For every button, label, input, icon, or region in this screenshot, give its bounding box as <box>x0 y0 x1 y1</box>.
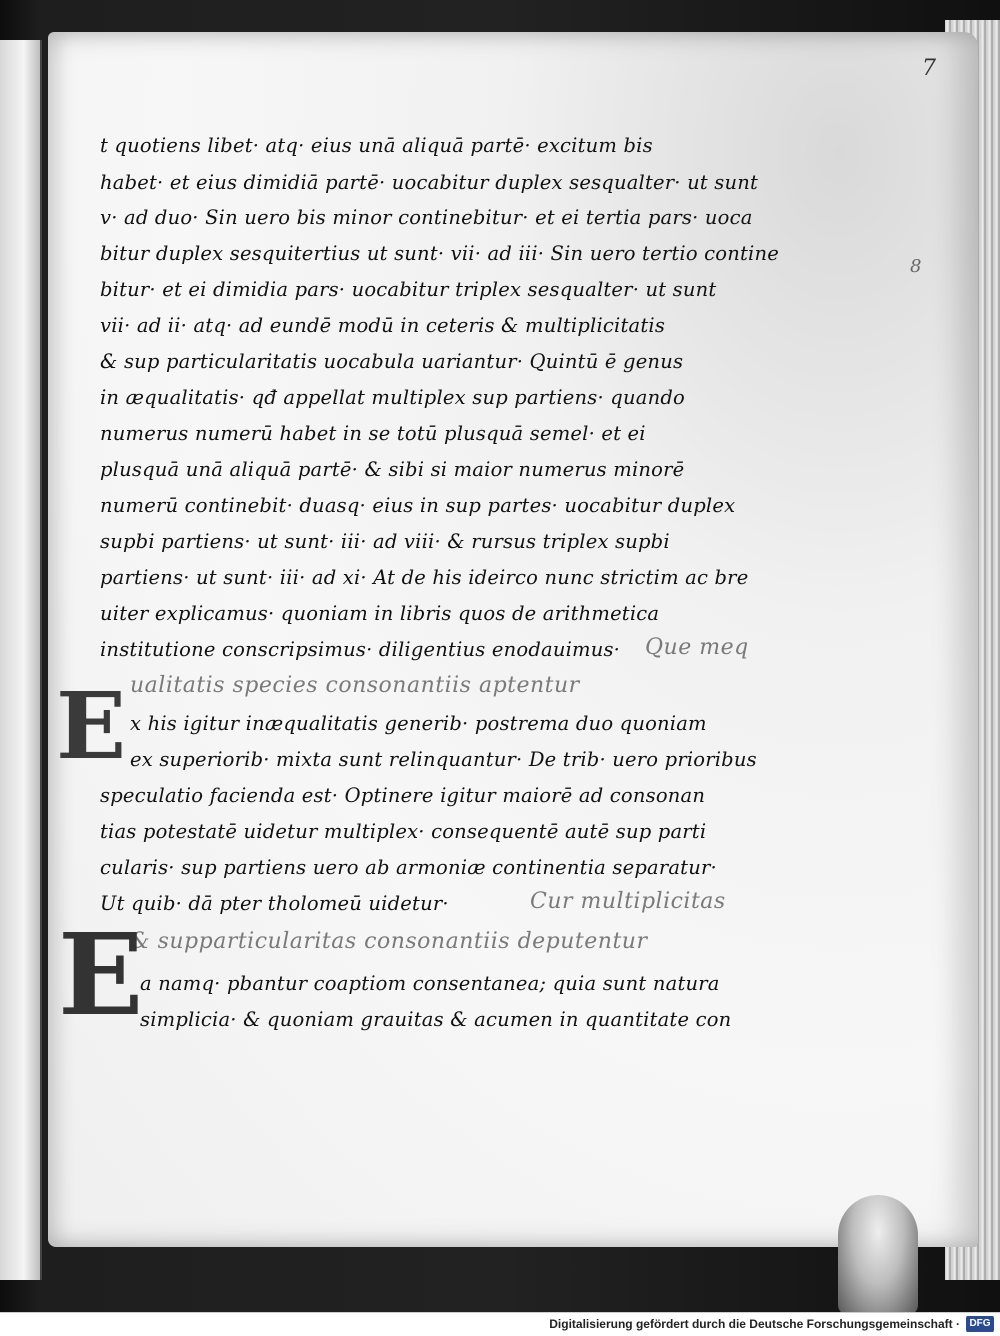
left-facing-page-edge <box>0 40 42 1280</box>
text-line: v· ad duo· Sin uero bis minor continebitur· et ei tertia pars· uoca <box>100 206 753 229</box>
text-line: & sup particularitatis uocabula uariantur· Quintū ē genus <box>100 350 684 373</box>
text-line: speculatio facienda est· Optinere igitur maiorē ad consonan <box>100 784 706 807</box>
funding-credit: Digitalisierung gefördert durch die Deutsche Forschungsgemeinschaft · <box>549 1317 960 1331</box>
text-line: institutione conscripsimus· diligentius enodauimus· <box>100 638 621 661</box>
rubric-heading: ualitatis species consonantiis aptentur <box>130 673 580 698</box>
text-line: habet· et eius dimidiā partē· uocabitur duplex sesqualter· ut sunt <box>100 171 759 194</box>
text-line: bitur duplex sesquitertius ut sunt· vii· ad iii· Sin uero tertio contine <box>100 242 779 265</box>
rubric-heading-tail: Cur multiplicitas <box>530 889 726 914</box>
text-line: t quotiens libet· atq· eius unā aliquā partē· excitum bis <box>100 134 653 157</box>
text-line: simplicia· & quoniam grauitas & acumen in quantitate con <box>140 1008 732 1031</box>
decorated-initial: E <box>58 910 144 1041</box>
text-line: tias potestatē uidetur multiplex· consequentē autē sup parti <box>100 820 707 843</box>
folio-number: 7 <box>922 56 936 81</box>
text-line: uiter explicamus· quoniam in libris quos de arithmetica <box>100 602 660 625</box>
text-line: supbi partiens· ut sunt· iii· ad viii· & rursus triplex supbi <box>100 530 670 553</box>
rubric-heading-tail: Que meq <box>645 635 749 660</box>
margin-annotation: 8 <box>910 256 922 277</box>
text-line: a namq· pbantur coaptiom consentanea; quia sunt natura <box>140 972 720 995</box>
holding-finger <box>838 1195 918 1315</box>
text-line: ex superiorib· mixta sunt relinquantur· De trib· uero prioribus <box>130 748 757 771</box>
text-line: cularis· sup partiens uero ab armoniæ continentia separatur· <box>100 856 717 879</box>
text-line: plusquā unā aliquā partē· & sibi si maior numerus minorē <box>100 458 685 481</box>
text-line: Ut quib· dā pter tholomeū uidetur· <box>100 892 449 915</box>
text-line: bitur· et ei dimidia pars· uocabitur triplex sesqualter· ut sunt <box>100 278 717 301</box>
rubric-heading: & supparticularitas consonantiis deputentur <box>130 929 648 954</box>
dfg-logo-icon: DFG <box>966 1316 994 1332</box>
footer-bar <box>0 1312 1000 1336</box>
text-line: numerū continebit· duasq· eius in sup partes· uocabitur duplex <box>100 494 736 517</box>
text-line: partiens· ut sunt· iii· ad xi· At de his ideirco nunc strictim ac bre <box>100 566 749 589</box>
text-line: in æqualitatis· qđ appellat multiplex sup partiens· quando <box>100 386 685 409</box>
text-line: vii· ad ii· atq· ad eundē modū in ceteris & multiplicitatis <box>100 314 666 337</box>
text-line: x his igitur inæqualitatis generib· postrema duo quoniam <box>130 712 707 735</box>
decorated-initial: E <box>56 672 127 780</box>
text-line: numerus numerū habet in se totū plusquā semel· et ei <box>100 422 646 445</box>
